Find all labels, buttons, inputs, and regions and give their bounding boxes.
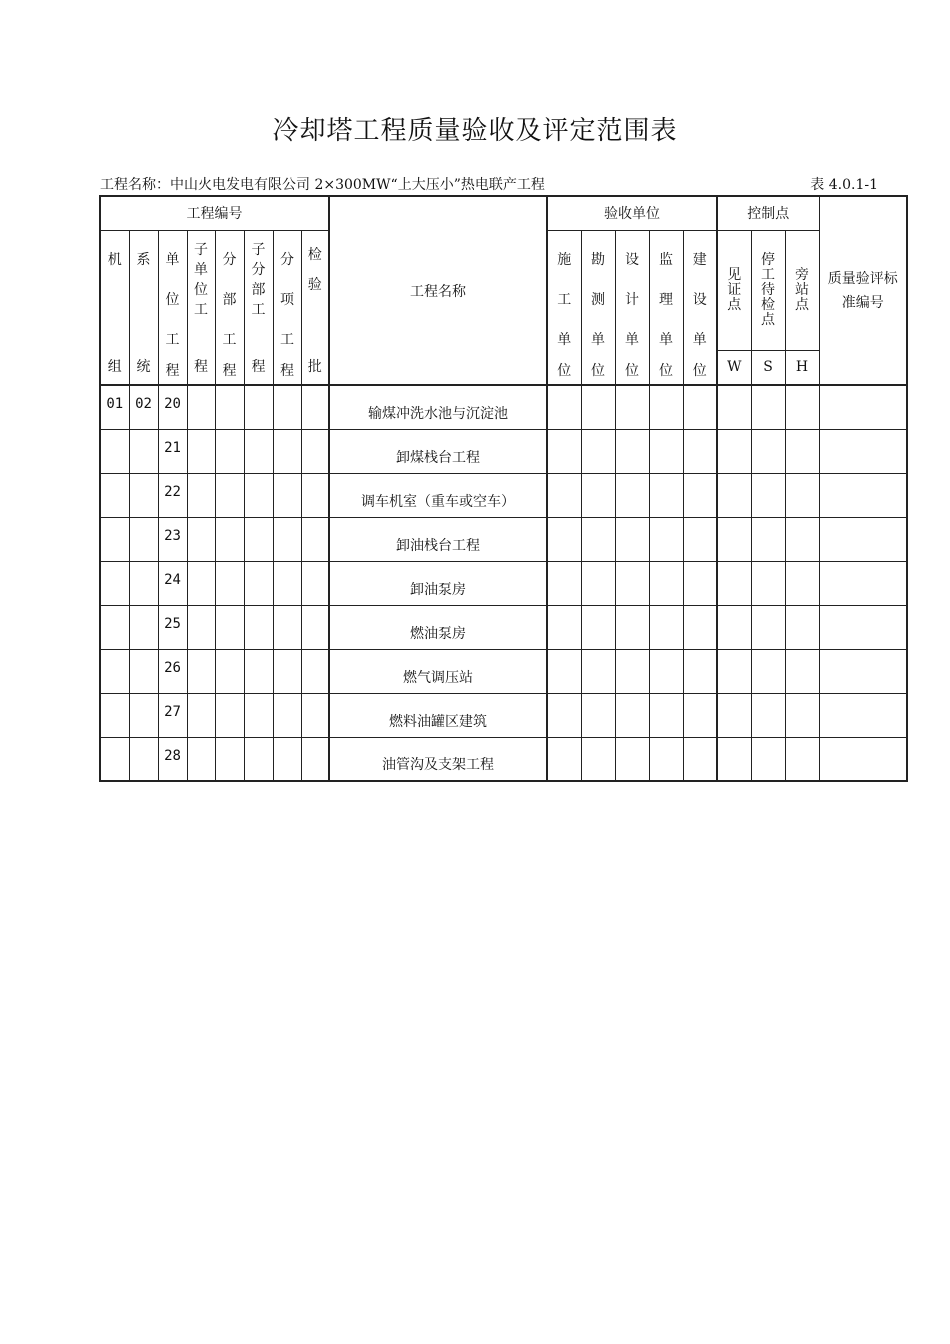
control-cell-0 [717,473,751,517]
code-cell-1 [129,693,158,737]
unit-cell-3 [649,605,683,649]
standard-cell [819,429,907,473]
acceptance-scope-table [99,195,908,782]
code-cell-0 [100,693,129,737]
code-cell-3 [187,429,215,473]
code-cell-4 [215,473,244,517]
control-cell-2 [785,517,819,561]
code-cell-1 [129,561,158,605]
code-cell-5 [244,385,273,429]
code-cell-2: 21 [158,429,187,473]
unit-header-4 [683,230,717,385]
standard-cell [819,385,907,429]
code-cell-3 [187,737,215,781]
unit-cell-4 [683,429,717,473]
unit-cell-0 [547,737,581,781]
standard-cell [819,517,907,561]
code-header-top-1: 系 [136,252,151,269]
code-cell-0: 01 [100,385,129,429]
unit-cell-3 [649,737,683,781]
code-header-top-0: 机 [107,252,122,269]
unit-cell-3 [649,385,683,429]
code-cell-2: 26 [158,649,187,693]
standard-cell [819,737,907,781]
code-header-bottom-6: 程 [280,363,294,380]
code-header-bottom-2: 程 [165,363,180,380]
unit-header-top-1: 勘 测 单 [591,252,605,349]
table-row [100,429,907,473]
code-cell-7 [301,605,329,649]
unit-cell-2 [615,385,649,429]
project-name-cell: 卸煤栈台工程 [329,429,547,473]
unit-header-2 [615,230,649,385]
unit-cell-1 [581,693,615,737]
control-cell-1 [751,473,785,517]
control-label-0: 见 证 点 [717,230,751,350]
code-header-top-2: 单 位 工 [165,252,180,349]
unit-header-top-0: 施 工 单 [557,252,572,349]
code-cell-6 [273,561,301,605]
code-header-2 [158,230,187,385]
unit-cell-3 [649,693,683,737]
unit-cell-3 [649,561,683,605]
code-cell-5 [244,737,273,781]
unit-cell-0 [547,649,581,693]
unit-cell-0 [547,385,581,429]
code-cell-7 [301,429,329,473]
project-name-header: 工程名称 [329,196,547,385]
unit-cell-1 [581,429,615,473]
table-row [100,737,907,781]
code-cell-7 [301,649,329,693]
code-header-top-4: 分 部 工 [222,252,237,349]
code-header-0 [100,230,129,385]
unit-header-3 [649,230,683,385]
quality-standard-label: 质量验评标准编号 [827,270,898,311]
table-row [100,649,907,693]
unit-header-0 [547,230,581,385]
unit-header-bottom-1: 位 [591,363,605,380]
control-cell-0 [717,649,751,693]
unit-cell-2 [615,561,649,605]
code-cell-0 [100,429,129,473]
code-cell-1 [129,605,158,649]
code-header-top-5: 子 分 部 工 [251,242,266,319]
code-header-top-6: 分 项 工 [280,252,294,349]
control-cell-2 [785,473,819,517]
control-letter-w: W [717,350,751,385]
code-cell-2: 23 [158,517,187,561]
control-label-2: 旁 站 点 [785,230,819,350]
unit-cell-2 [615,693,649,737]
table-row [100,561,907,605]
control-cell-1 [751,517,785,561]
code-cell-5 [244,473,273,517]
code-cell-3 [187,693,215,737]
control-cell-1 [751,649,785,693]
unit-cell-1 [581,517,615,561]
code-header-bottom-5: 程 [251,359,266,376]
project-name-cell: 燃油泵房 [329,605,547,649]
code-header-1 [129,230,158,385]
unit-cell-1 [581,737,615,781]
unit-cell-4 [683,473,717,517]
code-header-bottom-4: 程 [222,363,237,380]
unit-cell-4 [683,517,717,561]
unit-cell-2 [615,737,649,781]
code-cell-7 [301,737,329,781]
code-cell-1 [129,429,158,473]
code-cell-4 [215,605,244,649]
table-row [100,605,907,649]
code-cell-0 [100,561,129,605]
code-cell-1 [129,517,158,561]
standard-cell [819,473,907,517]
code-cell-6 [273,473,301,517]
code-cell-4 [215,737,244,781]
code-cell-5 [244,649,273,693]
unit-cell-4 [683,649,717,693]
project-name-cell: 油管沟及支架工程 [329,737,547,781]
project-name-cell: 卸油栈台工程 [329,517,547,561]
code-cell-3 [187,473,215,517]
code-cell-4 [215,385,244,429]
control-cell-1 [751,385,785,429]
code-cell-2: 22 [158,473,187,517]
code-cell-4 [215,693,244,737]
project-name-cell: 燃气调压站 [329,649,547,693]
table-row [100,473,907,517]
control-cell-1 [751,693,785,737]
control-cell-0 [717,429,751,473]
unit-cell-1 [581,561,615,605]
control-cell-2 [785,693,819,737]
code-cell-4 [215,649,244,693]
unit-cell-2 [615,605,649,649]
project-name-cell: 卸油泵房 [329,561,547,605]
code-cell-6 [273,429,301,473]
project-name-line: 工程名称：中山火电发电有限公司 2×300MW“上大压小”热电联产工程 [100,177,545,193]
control-cell-1 [751,605,785,649]
unit-header-top-3: 监 理 单 [659,252,673,349]
code-header-top-7: 检 验 [307,247,322,294]
control-cell-2 [785,649,819,693]
unit-cell-2 [615,473,649,517]
code-cell-7 [301,517,329,561]
unit-cell-3 [649,473,683,517]
unit-header-1 [581,230,615,385]
unit-cell-1 [581,649,615,693]
unit-cell-1 [581,473,615,517]
control-cell-1 [751,429,785,473]
quality-standard-header [819,196,907,385]
project-name-cell: 调车机室（重车或空车） [329,473,547,517]
control-cell-1 [751,561,785,605]
control-cell-0 [717,737,751,781]
code-cell-6 [273,517,301,561]
page-title: 冷却塔工程质量验收及评定范围表 [272,116,678,146]
code-cell-1 [129,473,158,517]
code-cell-6 [273,693,301,737]
control-cell-0 [717,517,751,561]
unit-cell-4 [683,385,717,429]
table-row [100,693,907,737]
code-header-7 [301,230,329,385]
control-letter-s: S [751,350,785,385]
unit-cell-4 [683,737,717,781]
code-header-3 [187,230,215,385]
unit-cell-0 [547,473,581,517]
unit-cell-2 [615,429,649,473]
unit-header-bottom-2: 位 [625,363,639,380]
code-cell-2: 20 [158,385,187,429]
unit-cell-3 [649,649,683,693]
code-cell-6 [273,605,301,649]
unit-header-top-2: 设 计 单 [625,252,639,349]
standard-cell [819,605,907,649]
code-cell-0 [100,605,129,649]
code-cell-5 [244,429,273,473]
control-cell-2 [785,605,819,649]
control-point-header: 控制点 [717,196,819,230]
code-cell-4 [215,561,244,605]
code-cell-2: 24 [158,561,187,605]
project-number-header: 工程编号 [100,196,329,230]
standard-cell [819,561,907,605]
unit-cell-2 [615,517,649,561]
code-header-bottom-1: 统 [136,359,151,376]
code-cell-5 [244,561,273,605]
unit-cell-2 [615,649,649,693]
unit-cell-0 [547,693,581,737]
code-cell-3 [187,385,215,429]
code-cell-1 [129,737,158,781]
control-letter-h: H [785,350,819,385]
unit-cell-0 [547,429,581,473]
unit-cell-3 [649,517,683,561]
unit-header-top-4: 建 设 单 [692,252,707,349]
code-cell-3 [187,649,215,693]
control-cell-2 [785,561,819,605]
unit-cell-4 [683,561,717,605]
code-cell-0 [100,737,129,781]
control-cell-1 [751,737,785,781]
unit-cell-0 [547,517,581,561]
standard-cell [819,649,907,693]
project-name-cell: 输煤冲洗水池与沉淀池 [329,385,547,429]
code-cell-5 [244,605,273,649]
control-cell-0 [717,693,751,737]
code-cell-2: 28 [158,737,187,781]
control-cell-2 [785,429,819,473]
control-cell-0 [717,561,751,605]
unit-cell-3 [649,429,683,473]
control-label-1: 停 工 待 检 点 [751,230,785,350]
project-name-cell: 燃料油罐区建筑 [329,693,547,737]
code-cell-2: 25 [158,605,187,649]
code-cell-7 [301,385,329,429]
unit-header-bottom-4: 位 [692,363,707,380]
unit-cell-0 [547,561,581,605]
acceptance-unit-header: 验收单位 [547,196,717,230]
unit-cell-4 [683,605,717,649]
code-cell-7 [301,693,329,737]
code-cell-4 [215,517,244,561]
code-cell-7 [301,473,329,517]
code-header-bottom-0: 组 [107,359,122,376]
code-cell-5 [244,693,273,737]
code-header-top-3: 子 单 位 工 [194,242,208,319]
code-cell-1 [129,649,158,693]
code-cell-0 [100,517,129,561]
code-cell-0 [100,649,129,693]
code-header-bottom-3: 程 [194,359,208,376]
code-cell-7 [301,561,329,605]
unit-header-bottom-3: 位 [659,363,673,380]
unit-cell-4 [683,693,717,737]
control-cell-2 [785,737,819,781]
standard-cell [819,693,907,737]
code-header-bottom-7: 批 [307,359,322,376]
table-row [100,517,907,561]
code-header-5 [244,230,273,385]
code-cell-0 [100,473,129,517]
control-cell-0 [717,605,751,649]
code-cell-4 [215,429,244,473]
code-cell-3 [187,517,215,561]
code-cell-6 [273,385,301,429]
code-header-4 [215,230,244,385]
table-row [100,385,907,429]
form-code: 表 4.0.1-1 [810,177,878,193]
code-cell-1: 02 [129,385,158,429]
code-cell-3 [187,605,215,649]
code-cell-5 [244,517,273,561]
code-cell-6 [273,649,301,693]
code-cell-6 [273,737,301,781]
code-cell-2: 27 [158,693,187,737]
control-cell-2 [785,385,819,429]
code-header-6 [273,230,301,385]
code-cell-3 [187,561,215,605]
unit-cell-0 [547,605,581,649]
unit-cell-1 [581,385,615,429]
unit-header-bottom-0: 位 [557,363,572,380]
control-cell-0 [717,385,751,429]
unit-cell-1 [581,605,615,649]
